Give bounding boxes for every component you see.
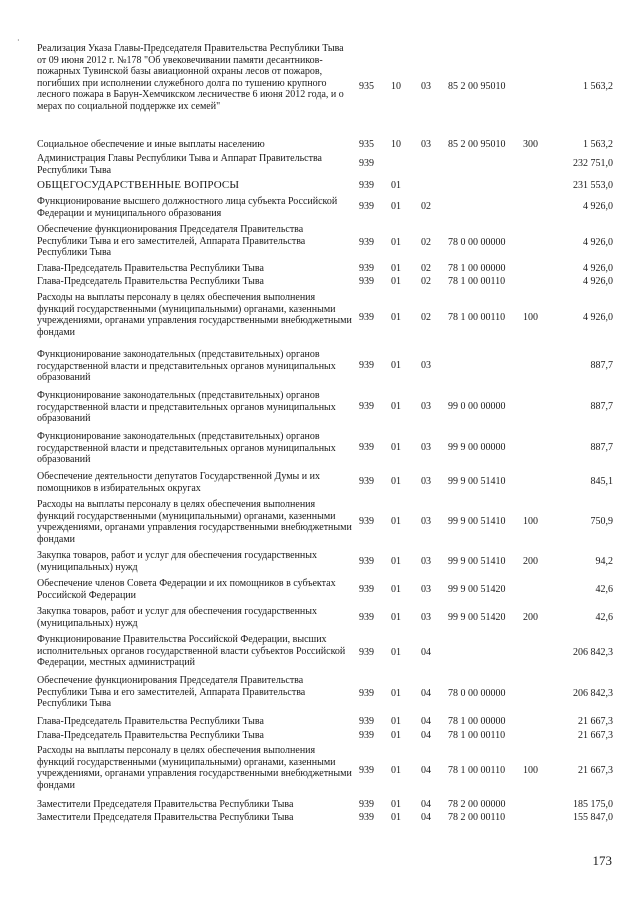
grbs-code: 939 bbox=[359, 716, 374, 727]
section-code: 01 bbox=[391, 516, 401, 527]
expense-type-code: 300 bbox=[523, 139, 538, 150]
expense-type-code: 200 bbox=[523, 612, 538, 623]
expense-type-code: 100 bbox=[523, 312, 538, 323]
row-amount: 94,2 bbox=[595, 556, 613, 567]
row-name: Расходы на выплаты персоналу в целях обеспечения выполнения функций государственными (муниципальными) органами, казенными учреждениями, органами управления государственными внебюджетными фондами bbox=[37, 499, 352, 545]
row-amount: 21 667,3 bbox=[578, 716, 613, 727]
subsection-code: 02 bbox=[421, 312, 431, 323]
row-name: Обеспечение функционирования Председателя Правительства Республики Тыва и его заместителей, Аппарата Правительства Республики Тыва bbox=[37, 675, 306, 710]
subsection-code: 02 bbox=[421, 263, 431, 274]
subsection-code: 02 bbox=[421, 237, 431, 248]
grbs-code: 939 bbox=[359, 647, 374, 658]
expense-type-code: 100 bbox=[523, 765, 538, 776]
subsection-code: 04 bbox=[421, 647, 431, 658]
row-amount: 206 842,3 bbox=[573, 647, 613, 658]
row-name: Заместители Председателя Правительства Республики Тыва bbox=[37, 799, 294, 810]
section-code: 10 bbox=[391, 139, 401, 150]
row-amount: 1 563,2 bbox=[583, 81, 613, 92]
row-amount: 750,9 bbox=[590, 516, 613, 527]
grbs-code: 939 bbox=[359, 201, 374, 212]
section-code: 01 bbox=[391, 201, 401, 212]
row-name: Расходы на выплаты персоналу в целях обеспечения выполнения функций государственными (муниципальными) органами, казенными учреждениями, органами управления государственными внебюджетными фондами bbox=[37, 745, 352, 791]
section-code: 01 bbox=[391, 584, 401, 595]
target-article-code: 99 9 00 51410 bbox=[448, 556, 506, 567]
target-article-code: 99 9 00 51420 bbox=[448, 612, 506, 623]
subsection-code: 04 bbox=[421, 730, 431, 741]
grbs-code: 939 bbox=[359, 812, 374, 823]
row-amount: 185 175,0 bbox=[573, 799, 613, 810]
grbs-code: 939 bbox=[359, 180, 374, 191]
subsection-code: 04 bbox=[421, 799, 431, 810]
expense-type-code: 200 bbox=[523, 556, 538, 567]
row-amount: 4 926,0 bbox=[583, 237, 613, 248]
target-article-code: 78 1 00 00000 bbox=[448, 716, 506, 727]
row-name: Социальное обеспечение и иные выплаты населению bbox=[37, 139, 265, 150]
target-article-code: 78 1 00 00110 bbox=[448, 765, 506, 776]
grbs-code: 939 bbox=[359, 765, 374, 776]
row-name: Обеспечение членов Совета Федерации и их помощников в субъектах Российской Федерации bbox=[37, 578, 336, 601]
row-name: Функционирование законодательных (представительных) органов государственной власти и представительных органов муниципальных образований bbox=[37, 390, 336, 425]
section-code: 01 bbox=[391, 799, 401, 810]
row-amount: 4 926,0 bbox=[583, 263, 613, 274]
subsection-code: 03 bbox=[421, 476, 431, 487]
row-amount: 887,7 bbox=[590, 442, 613, 453]
subsection-code: 04 bbox=[421, 716, 431, 727]
target-article-code: 78 0 00 00000 bbox=[448, 237, 506, 248]
grbs-code: 935 bbox=[359, 81, 374, 92]
row-amount: 21 667,3 bbox=[578, 730, 613, 741]
row-amount: 232 751,0 bbox=[573, 158, 613, 169]
grbs-code: 939 bbox=[359, 476, 374, 487]
target-article-code: 78 1 00 00000 bbox=[448, 263, 506, 274]
row-amount: 231 553,0 bbox=[573, 180, 613, 191]
row-name: Расходы на выплаты персоналу в целях обеспечения выполнения функций государственными (муниципальными) органами, казенными учреждениями, органами управления государственными внебюджетными фондами bbox=[37, 292, 352, 338]
section-code: 10 bbox=[391, 81, 401, 92]
subsection-code: 03 bbox=[421, 516, 431, 527]
target-article-code: 99 0 00 00000 bbox=[448, 401, 506, 412]
row-amount: 4 926,0 bbox=[583, 312, 613, 323]
target-article-code: 85 2 00 95010 bbox=[448, 81, 506, 92]
grbs-code: 939 bbox=[359, 276, 374, 287]
row-name: Глава-Председатель Правительства Республики Тыва bbox=[37, 263, 264, 274]
section-code: 01 bbox=[391, 688, 401, 699]
target-article-code: 99 9 00 51410 bbox=[448, 516, 506, 527]
grbs-code: 939 bbox=[359, 556, 374, 567]
section-code: 01 bbox=[391, 476, 401, 487]
target-article-code: 78 2 00 00000 bbox=[448, 799, 506, 810]
section-code: 01 bbox=[391, 360, 401, 371]
target-article-code: 78 1 00 00110 bbox=[448, 730, 506, 741]
grbs-code: 939 bbox=[359, 263, 374, 274]
row-name: Функционирование высшего должностного лица субъекта Российской Федерации и муниципального образования bbox=[37, 196, 338, 219]
row-name: Глава-Председатель Правительства Республики Тыва bbox=[37, 276, 264, 287]
row-name: Обеспечение деятельности депутатов Государственной Думы и их помощников в избирательных округах bbox=[37, 471, 320, 494]
section-code: 01 bbox=[391, 716, 401, 727]
subsection-code: 03 bbox=[421, 556, 431, 567]
row-name: Обеспечение функционирования Председателя Правительства Республики Тыва и его заместителей, Аппарата Правительства Республики Тыва bbox=[37, 224, 306, 259]
subsection-code: 02 bbox=[421, 201, 431, 212]
row-amount: 155 847,0 bbox=[573, 812, 613, 823]
section-code: 01 bbox=[391, 765, 401, 776]
page-number: 173 bbox=[592, 853, 612, 868]
grbs-code: 935 bbox=[359, 139, 374, 150]
target-article-code: 78 1 00 00110 bbox=[448, 276, 506, 287]
row-amount: 42,6 bbox=[595, 612, 613, 623]
row-name: Администрация Главы Республики Тыва и Аппарат Правительства Республики Тыва bbox=[37, 153, 322, 176]
grbs-code: 939 bbox=[359, 158, 374, 169]
row-amount: 206 842,3 bbox=[573, 688, 613, 699]
grbs-code: 939 bbox=[359, 584, 374, 595]
section-code: 01 bbox=[391, 263, 401, 274]
grbs-code: 939 bbox=[359, 312, 374, 323]
row-amount: 887,7 bbox=[590, 360, 613, 371]
grbs-code: 939 bbox=[359, 612, 374, 623]
subsection-code: 03 bbox=[421, 401, 431, 412]
scan-mark: · bbox=[17, 36, 20, 45]
subsection-code: 03 bbox=[421, 81, 431, 92]
row-name: Закупка товаров, работ и услуг для обеспечения государственных (муниципальных) нужд bbox=[37, 606, 318, 629]
grbs-code: 939 bbox=[359, 799, 374, 810]
subsection-code: 04 bbox=[421, 688, 431, 699]
section-code: 01 bbox=[391, 442, 401, 453]
row-amount: 21 667,3 bbox=[578, 765, 613, 776]
target-article-code: 85 2 00 95010 bbox=[448, 139, 506, 150]
section-code: 01 bbox=[391, 812, 401, 823]
row-name: Функционирование законодательных (представительных) органов государственной власти и представительных органов муниципальных образований bbox=[37, 349, 336, 384]
row-name: Функционирование Правительства Российской Федерации, высших исполнительных органов государственной власти субъектов Российской Федерации, местных администраций bbox=[37, 634, 346, 669]
row-amount: 4 926,0 bbox=[583, 276, 613, 287]
expense-type-code: 100 bbox=[523, 516, 538, 527]
subsection-code: 03 bbox=[421, 360, 431, 371]
row-name: Глава-Председатель Правительства Республики Тыва bbox=[37, 730, 264, 741]
target-article-code: 99 9 00 51410 bbox=[448, 476, 506, 487]
target-article-code: 78 0 00 00000 bbox=[448, 688, 506, 699]
subsection-code: 03 bbox=[421, 584, 431, 595]
section-code: 01 bbox=[391, 312, 401, 323]
section-code: 01 bbox=[391, 647, 401, 658]
section-code: 01 bbox=[391, 276, 401, 287]
section-code: 01 bbox=[391, 401, 401, 412]
row-name: Глава-Председатель Правительства Республики Тыва bbox=[37, 716, 264, 727]
grbs-code: 939 bbox=[359, 237, 374, 248]
section-code: 01 bbox=[391, 612, 401, 623]
row-name: Заместители Председателя Правительства Республики Тыва bbox=[37, 812, 294, 823]
subsection-code: 04 bbox=[421, 765, 431, 776]
grbs-code: 939 bbox=[359, 442, 374, 453]
target-article-code: 78 1 00 00110 bbox=[448, 312, 506, 323]
section-code: 01 bbox=[391, 237, 401, 248]
row-name: Реализация Указа Главы-Председателя Правительства Республики Тыва от 09 июня 2012 г. №178 "Об увековечивании памяти десантников-пожарных Тувинской базы авиационной охраны лесов от пожаров, погибших при исполнении служебного долга по тушению крупного лесного пожара в Барун-Хемчикском лесничестве 6 июня 2012 года, и о мерах по социальной поддержке их семей" bbox=[37, 43, 344, 112]
subsection-code: 03 bbox=[421, 612, 431, 623]
row-name: ОБЩЕГОСУДАРСТВЕННЫЕ ВОПРОСЫ bbox=[37, 179, 240, 191]
row-amount: 887,7 bbox=[590, 401, 613, 412]
target-article-code: 78 2 00 00110 bbox=[448, 812, 506, 823]
grbs-code: 939 bbox=[359, 516, 374, 527]
target-article-code: 99 9 00 51420 bbox=[448, 584, 506, 595]
row-amount: 845,1 bbox=[590, 476, 613, 487]
subsection-code: 03 bbox=[421, 139, 431, 150]
grbs-code: 939 bbox=[359, 688, 374, 699]
section-code: 01 bbox=[391, 730, 401, 741]
grbs-code: 939 bbox=[359, 401, 374, 412]
section-code: 01 bbox=[391, 556, 401, 567]
row-name: Функционирование законодательных (представительных) органов государственной власти и представительных органов муниципальных образований bbox=[37, 431, 336, 466]
grbs-code: 939 bbox=[359, 730, 374, 741]
row-amount: 42,6 bbox=[595, 584, 613, 595]
row-name: Закупка товаров, работ и услуг для обеспечения государственных (муниципальных) нужд bbox=[37, 550, 318, 573]
subsection-code: 02 bbox=[421, 276, 431, 287]
target-article-code: 99 9 00 00000 bbox=[448, 442, 506, 453]
row-amount: 4 926,0 bbox=[583, 201, 613, 212]
section-code: 01 bbox=[391, 180, 401, 191]
row-amount: 1 563,2 bbox=[583, 139, 613, 150]
subsection-code: 03 bbox=[421, 442, 431, 453]
subsection-code: 04 bbox=[421, 812, 431, 823]
grbs-code: 939 bbox=[359, 360, 374, 371]
